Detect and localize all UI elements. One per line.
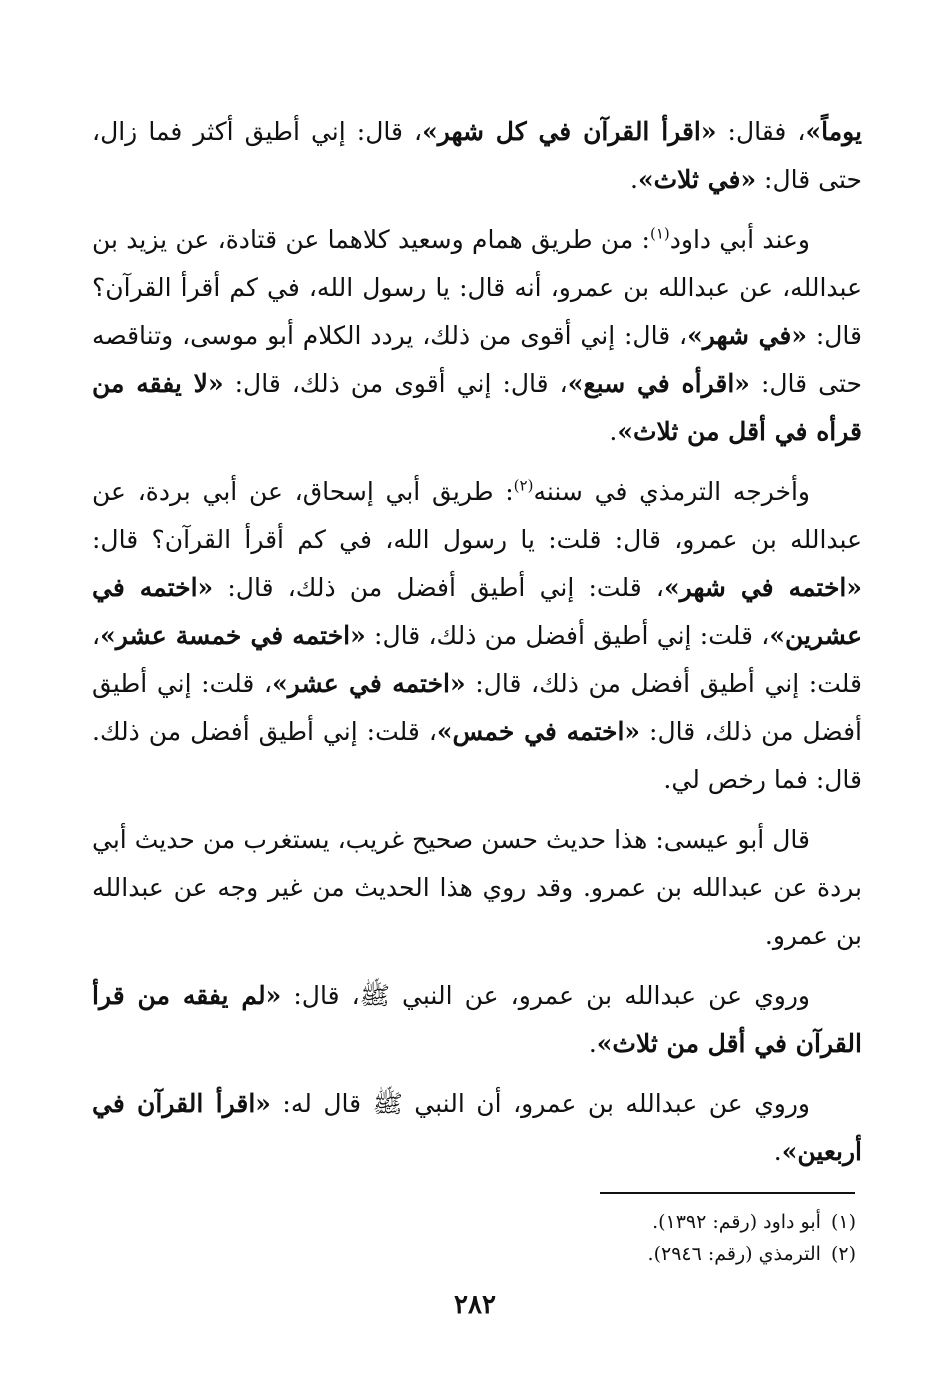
main-text — [92, 108, 862, 1188]
footnotes — [500, 1206, 856, 1270]
footnote-text: الترمذي (رقم: ٢٩٤٦). — [647, 1243, 821, 1265]
text-segment: وعند أبي داود — [669, 225, 810, 254]
text-segment: ، قلت: إني أطيق أفضل من ذلك. قال: فما رخص لي. — [92, 717, 862, 794]
quoted-hadith-text: «لم يفقه من قرأ القرآن في أقل من ثلاث» — [92, 981, 862, 1058]
footnote-number: (١) — [830, 1211, 856, 1233]
text-segment: ، فقال: — [716, 117, 806, 146]
footnote-divider — [600, 1192, 855, 1194]
paragraph — [92, 1080, 862, 1176]
paragraph — [92, 468, 862, 804]
quoted-hadith-text: «اختمه في عشر» — [272, 669, 466, 698]
text-segment: ، قال: إني أقوى من ذلك، يردد الكلام أبو موسى، وتناقصه حتى قال: — [92, 321, 863, 398]
quoted-hadith-text: «اختمه في خمس» — [436, 717, 641, 746]
text-segment: . — [588, 1029, 597, 1058]
quoted-hadith-text: «اختمه في خمسة عشر» — [100, 621, 366, 650]
text-segment: ، قال: إني أطيق أكثر فما زال، حتى قال: — [92, 117, 862, 194]
footnote-number: (٢) — [830, 1243, 856, 1265]
quoted-hadith-text: «اقرأه في سبع» — [567, 369, 750, 398]
quoted-hadith-text: «اختمه في عشرين» — [92, 573, 862, 650]
footnote-2 — [500, 1238, 856, 1270]
footnote-1 — [500, 1206, 856, 1238]
text-segment: وروي عن عبدالله بن عمرو، أن النبي ﷺ قال له: — [270, 1089, 810, 1118]
text-segment: ، قال: إني أقوى من ذلك، قال: — [223, 369, 568, 398]
text-segment: : طريق أبي إسحاق، عن أبي بردة، عن عبدالله بن عمرو، قال: قلت: يا رسول الله، في كم أقرأ القرآن؟ قال: — [92, 477, 862, 554]
page-number: ٢٨٢ — [454, 1290, 496, 1320]
text-segment: . — [630, 165, 638, 194]
quoted-hadith-text: «اختمه في شهر» — [663, 573, 862, 602]
footnote-reference: (٢) — [513, 476, 534, 495]
text-segment: : من طريق همام وسعيد كلاهما عن قتادة، عن يزيد بن عبدالله، عن عبدالله بن عمرو، أنه قال: يا رسول الله، في كم أقرأ القرآن؟ قال: — [92, 225, 862, 350]
paragraph — [92, 972, 862, 1068]
paragraph — [92, 108, 862, 204]
quoted-hadith-text: يوماً» — [805, 117, 862, 146]
quoted-hadith-text: «لا يفقه من قرأه في أقل من ثلاث» — [92, 369, 862, 446]
text-segment: ، قلت: إني أطيق أفضل من ذلك، قال: — [92, 669, 863, 746]
text-segment: ، قلت: إني أطيق أفضل من ذلك، قال: — [365, 621, 770, 650]
paragraph — [92, 816, 862, 960]
footnote-reference: (١) — [649, 224, 670, 243]
text-segment: . — [609, 417, 618, 446]
text-segment: وأخرجه الترمذي في سننه — [533, 477, 810, 506]
paragraph — [92, 216, 862, 456]
quoted-hadith-text: «اقرأ القرآن في كل شهر» — [422, 117, 717, 146]
text-segment: ، قلت: إني أطيق أفضل من ذلك، قال: — [213, 573, 664, 602]
quoted-hadith-text: «في ثلاث» — [637, 165, 757, 194]
footnote-text: أبو داود (رقم: ١٣٩٢). — [652, 1211, 821, 1233]
quoted-hadith-text: «في شهر» — [687, 321, 807, 350]
quoted-hadith-text: «اقرأ القرآن في أربعين» — [92, 1089, 862, 1166]
text-segment: . — [773, 1137, 782, 1166]
text-segment: ، قلت: إني أطيق أفضل من ذلك، قال: — [92, 621, 863, 698]
text-segment: قال أبو عيسى: هذا حديث حسن صحيح غريب، يستغرب من حديث أبي بردة عن عبدالله بن عمرو. وقد روي هذا الحديث من غير وجه عن عبدالله بن عمرو. — [92, 825, 862, 950]
text-segment: وروي عن عبدالله بن عمرو، عن النبي ﷺ، قال: — [281, 981, 810, 1010]
